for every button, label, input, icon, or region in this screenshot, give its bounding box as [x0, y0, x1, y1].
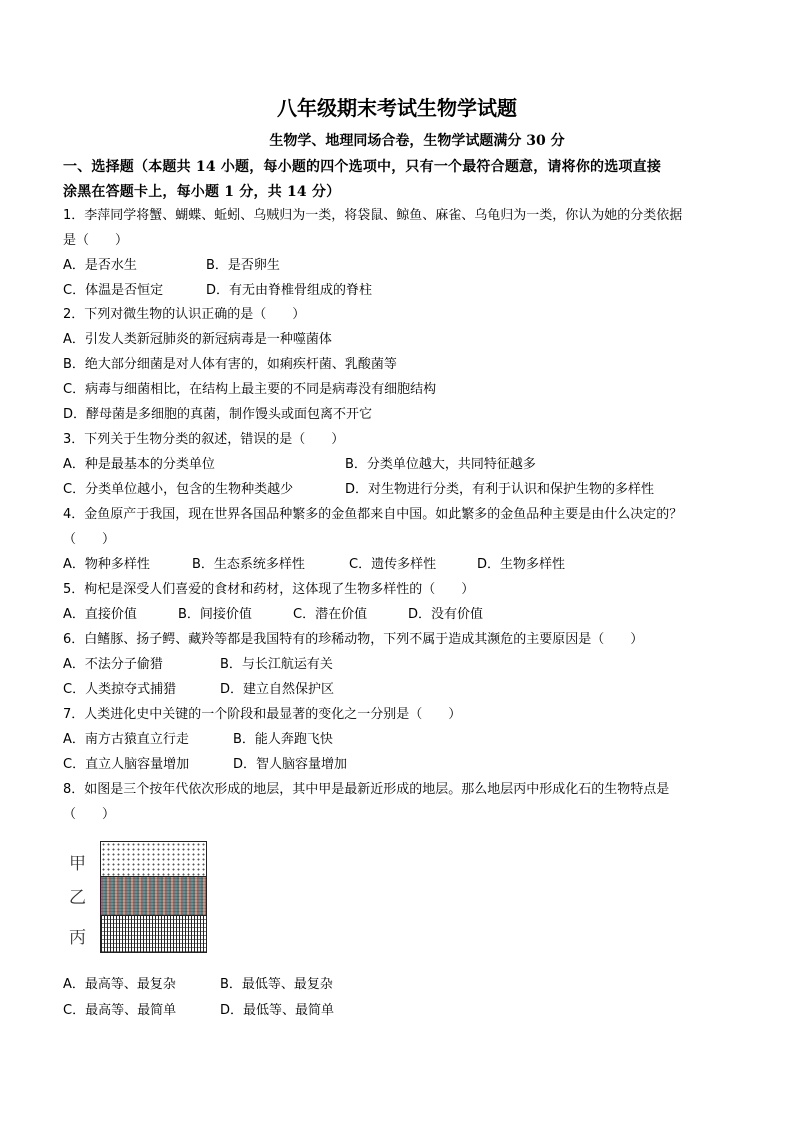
stratum-layer-middle	[100, 876, 207, 916]
question-2-stem: 2．下列对微生物的认识正确的是（ ）	[63, 307, 306, 322]
page-subtitle: 生物学、地理同场合卷，生物学试题满分 30 分	[269, 133, 565, 149]
question-5-option-a: A．直接价值	[63, 607, 137, 622]
question-5-stem: 5．枸杞是深受人们喜爱的食材和药材，这体现了生物多样性的（ ）	[63, 582, 475, 597]
question-4-option-c: C．遗传多样性	[349, 557, 437, 572]
stratum-label-yi: 乙	[69, 888, 86, 908]
question-8-option-c: C．最高等、最简单	[63, 1003, 177, 1018]
question-4-option-b: B．生态系统多样性	[192, 557, 305, 572]
question-7-option-d: D．智人脑容量增加	[233, 757, 348, 772]
question-7-option-a: A．南方古猿直立行走	[63, 732, 189, 747]
section-heading	[63, 155, 735, 205]
question-7-option-c: C．直立人脑容量增加	[63, 757, 190, 772]
question-2-option-d: D．酵母菌是多细胞的真菌，制作馒头或面包离不开它	[63, 407, 373, 422]
question-1-option-a: A．是否水生	[63, 258, 137, 273]
stratum-label-jia: 甲	[69, 854, 86, 874]
question-6-option-b: B．与长江航运有关	[220, 657, 333, 672]
question-2-option-c: C．病毒与细菌相比，在结构上最主要的不同是病毒没有细胞结构	[63, 382, 437, 397]
question-1-option-c: C．体温是否恒定	[63, 283, 164, 298]
question-1-option-d: D．有无由脊椎骨组成的脊柱	[206, 283, 373, 298]
stratum-figure	[63, 839, 208, 954]
question-8-option-b: B．最低等、最复杂	[220, 977, 333, 992]
question-3-option-b: B．分类单位越大，共同特征越多	[345, 457, 536, 472]
question-4-stem: 4．金鱼原产于我国，现在世界各国品种繁多的金鱼都来自中国。如此繁多的金鱼品种主要是由什么决定的？	[63, 507, 683, 522]
page-title: 八年级期末考试生物学试题	[277, 96, 517, 120]
question-1-option-b: B．是否卵生	[206, 258, 280, 273]
question-6-stem: 6．白鳍豚、扬子鳄、藏羚等都是我国特有的珍稀动物，下列不属于造成其濒危的主要原因是（ ）	[63, 632, 644, 647]
question-3-option-d: D．对生物进行分类，有利于认识和保护生物的多样性	[345, 482, 655, 497]
question-7-stem: 7．人类进化史中关键的一个阶段和最显著的变化之一分别是（ ）	[63, 707, 462, 722]
question-5-option-c: C．潜在价值	[293, 607, 368, 622]
question-8-stem: 8．如图是三个按年代依次形成的地层，其中甲是最新近形成的地层。那么地层丙中形成化石的生物特点是	[63, 782, 670, 797]
question-1-stem: 1．李萍同学将蟹、蝴蝶、蚯蚓、乌贼归为一类，将袋鼠、鲸鱼、麻雀、乌龟归为一类，你认为她的分类依据	[63, 208, 683, 223]
question-5-option-d: D．没有价值	[408, 607, 484, 622]
question-8-option-d: D．最低等、最简单	[220, 1003, 335, 1018]
question-3-option-a: A．种是最基本的分类单位	[63, 457, 215, 472]
stratum-label-bing: 丙	[69, 928, 86, 948]
section-heading-line1: 一、选择题（本题共 14 小题，每小题的四个选项中，只有一个最符合题意，请将你的选项直接	[63, 159, 662, 175]
question-6-option-c: C．人类掠夺式捕猎	[63, 682, 177, 697]
question-8-stem-cont: （ ）	[63, 807, 116, 822]
question-1-stem-cont: 是（ ）	[63, 233, 129, 248]
question-7-option-b: B．能人奔跑飞快	[233, 732, 333, 747]
question-4-option-d: D．生物多样性	[477, 557, 566, 572]
question-5-option-b: B．间接价值	[178, 607, 252, 622]
question-3-option-c: C．分类单位越小，包含的生物种类越少	[63, 482, 294, 497]
section-heading-line2: 涂黑在答题卡上，每小题 1 分，共 14 分）	[63, 184, 341, 200]
question-4-option-a: A．物种多样性	[63, 557, 150, 572]
stratum-layer-top	[100, 841, 207, 877]
question-8-option-a: A．最高等、最复杂	[63, 977, 176, 992]
stratum-layer-bottom	[100, 915, 207, 953]
question-2-option-b: B．绝大部分细菌是对人体有害的，如痢疾杆菌、乳酸菌等	[63, 357, 397, 372]
question-4-stem-cont: （ ）	[63, 532, 116, 547]
question-6-option-a: A．不法分子偷猎	[63, 657, 163, 672]
question-3-stem: 3．下列关于生物分类的叙述，错误的是（ ）	[63, 432, 345, 447]
question-6-option-d: D．建立自然保护区	[220, 682, 335, 697]
question-2-option-a: A．引发人类新冠肺炎的新冠病毒是一种噬菌体	[63, 332, 332, 347]
